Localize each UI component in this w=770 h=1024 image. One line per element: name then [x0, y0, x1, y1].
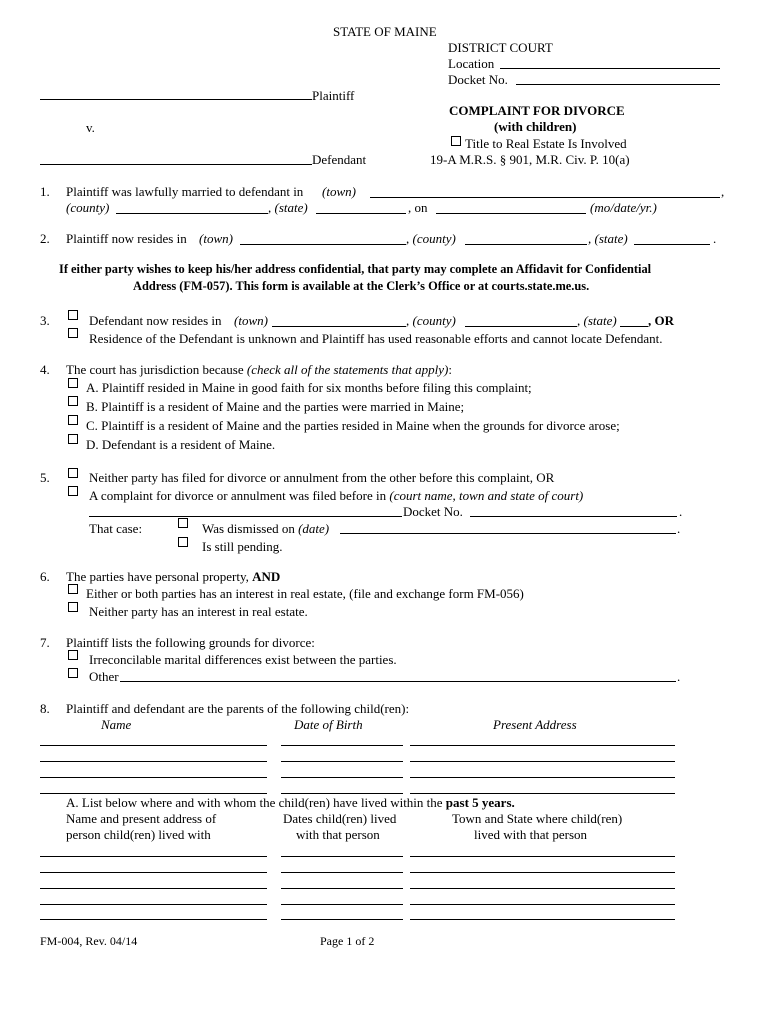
child-address-field[interactable] — [410, 761, 675, 762]
s4-c-checkbox[interactable] — [68, 415, 78, 425]
page-number: Page 1 of 2 — [320, 934, 375, 948]
s3-town-field[interactable] — [272, 326, 406, 327]
s8a-col1-line1: Name and present address of — [66, 811, 217, 826]
s4-b-label: B. Plaintiff is a resident of Maine and the parties were married in Maine; — [86, 399, 465, 414]
item-number: 7. — [40, 635, 50, 650]
residence-dates-field[interactable] — [281, 919, 403, 920]
residence-location-field[interactable] — [410, 888, 675, 889]
residence-dates-field[interactable] — [281, 872, 403, 873]
s3-county-label: , (county) — [406, 313, 456, 328]
s5-pending-label: Is still pending. — [202, 539, 283, 554]
s4-d-checkbox[interactable] — [68, 434, 78, 444]
confidential-notice-line2: Address (FM-057). This form is available at the Clerk’s Office or at courts.state.me.us. — [133, 279, 590, 293]
real-estate-label: Title to Real Estate Is Involved — [465, 136, 627, 151]
s1-text: Plaintiff was lawfully married to defendant in — [66, 184, 304, 199]
real-estate-checkbox[interactable] — [451, 136, 461, 146]
residence-location-field[interactable] — [410, 919, 675, 920]
confidential-notice-line1: If either party wishes to keep his/her address confidential, that party may complete an Affidavit for Confidential — [59, 262, 652, 276]
child-dob-field[interactable] — [281, 745, 403, 746]
form-id: FM-004, Rev. 04/14 — [40, 934, 138, 948]
residence-location-field[interactable] — [410, 872, 675, 873]
s8-intro: Plaintiff and defendant are the parents of the following child(ren): — [66, 701, 410, 716]
child-address-field[interactable] — [410, 793, 675, 794]
s2-state-field[interactable] — [634, 244, 710, 245]
item-number: 8. — [40, 701, 50, 716]
s4-d-label: D. Defendant is a resident of Maine. — [86, 437, 276, 452]
s6-intro: The parties have personal property, AND — [66, 569, 281, 584]
residence-person-field[interactable] — [40, 904, 267, 905]
s7-other-checkbox[interactable] — [68, 668, 78, 678]
s5-docket-period: . — [679, 504, 683, 519]
s8a-col2-line2: with that person — [296, 827, 380, 842]
s3-town-label: (town) — [234, 313, 268, 328]
court-name: DISTRICT COURT — [448, 40, 553, 55]
item-number: 6. — [40, 569, 50, 584]
complaint-subtitle: (with children) — [494, 119, 577, 134]
item-number: 2. — [40, 231, 50, 246]
s5-option2-label: A complaint for divorce or annulment was filed before in (court name, town and state of court) — [89, 488, 584, 503]
s5-option2-checkbox[interactable] — [68, 486, 78, 496]
s4-a-label: A. Plaintiff resided in Maine in good faith for six months before filing this complaint; — [86, 380, 532, 395]
child-dob-field[interactable] — [281, 777, 403, 778]
s6-option2-label: Neither party has an interest in real estate. — [89, 604, 308, 619]
residence-person-field[interactable] — [40, 919, 267, 920]
s5-court-field[interactable] — [89, 516, 402, 517]
s8-col-name: Name — [101, 717, 132, 732]
item-number: 3. — [40, 313, 50, 328]
s1-town-label: (town) — [322, 184, 356, 199]
s8-col-dob: Date of Birth — [294, 717, 363, 732]
s1-county-label: (county) — [66, 200, 110, 215]
s5-pending-checkbox[interactable] — [178, 537, 188, 547]
s1-town-field[interactable] — [370, 197, 720, 198]
residence-location-field[interactable] — [410, 856, 675, 857]
s8a-intro: A. List below where and with whom the child(ren) have lived within the past 5 years. — [66, 795, 515, 810]
residence-dates-field[interactable] — [281, 904, 403, 905]
residence-person-field[interactable] — [40, 856, 267, 857]
residence-dates-field[interactable] — [281, 856, 403, 857]
s3-state-label: , (state) — [577, 313, 617, 328]
s2-town-label: (town) — [199, 231, 233, 246]
s5-dismissed-date-field[interactable] — [340, 533, 676, 534]
docket-field[interactable] — [516, 84, 720, 85]
child-dob-field[interactable] — [281, 793, 403, 794]
item-number: 1. — [40, 184, 50, 199]
s8a-col3-line2: lived with that person — [474, 827, 588, 842]
s8a-col3-line1: Town and State where child(ren) — [452, 811, 623, 826]
residence-dates-field[interactable] — [281, 888, 403, 889]
s3-or-label: , OR — [648, 313, 674, 328]
s1-on-label: , on — [408, 200, 428, 215]
versus-label: v. — [86, 120, 95, 135]
s8a-col2-line1: Dates child(ren) lived — [283, 811, 397, 826]
s3-option2-checkbox[interactable] — [68, 328, 78, 338]
state-heading: STATE OF MAINE — [333, 24, 437, 39]
s4-b-checkbox[interactable] — [68, 396, 78, 406]
s2-state-label: , (state) — [588, 231, 628, 246]
plaintiff-name-field[interactable] — [40, 99, 312, 100]
s7-irreconcilable-label: Irreconcilable marital differences exist between the parties. — [89, 652, 397, 667]
s5-option1-checkbox[interactable] — [68, 468, 78, 478]
residence-person-field[interactable] — [40, 888, 267, 889]
child-name-field[interactable] — [40, 761, 267, 762]
s6-option1-checkbox[interactable] — [68, 584, 78, 594]
s7-other-label: Other — [89, 669, 119, 684]
s4-c-label: C. Plaintiff is a resident of Maine and the parties resided in Maine when the grounds for divorce arose; — [86, 418, 620, 433]
defendant-name-field[interactable] — [40, 164, 312, 165]
s5-dismissed-label: Was dismissed on (date) — [202, 521, 330, 536]
s5-dismissed-checkbox[interactable] — [178, 518, 188, 528]
residence-person-field[interactable] — [40, 872, 267, 873]
statute-citation: 19-A M.R.S. § 901, M.R. Civ. P. 10(a) — [430, 152, 630, 167]
child-address-field[interactable] — [410, 745, 675, 746]
s1-date-field[interactable] — [436, 213, 586, 214]
s4-intro: The court has jurisdiction because (check all of the statements that apply): — [66, 362, 452, 377]
child-name-field[interactable] — [40, 793, 267, 794]
plaintiff-label: Plaintiff — [312, 88, 355, 103]
complaint-title: COMPLAINT FOR DIVORCE — [449, 103, 625, 118]
item-number: 4. — [40, 362, 50, 377]
child-dob-field[interactable] — [281, 761, 403, 762]
s3-option1-checkbox[interactable] — [68, 310, 78, 320]
s7-intro: Plaintiff lists the following grounds for divorce: — [66, 635, 315, 650]
s6-option1-label: Either or both parties has an interest in real estate, (file and exchange form FM-056) — [86, 586, 524, 601]
s8a-col1-line2: person child(ren) lived with — [66, 827, 211, 842]
s2-period: . — [713, 231, 717, 246]
s3-option2-label: Residence of the Defendant is unknown and Plaintiff has used reasonable efforts and cannot locate Defendant. — [89, 331, 663, 346]
s2-town-field[interactable] — [240, 244, 406, 245]
s5-dismissed-period: . — [677, 521, 681, 536]
s4-a-checkbox[interactable] — [68, 378, 78, 388]
s1-date-label: (mo/date/yr.) — [590, 200, 657, 215]
s7-other-field[interactable] — [120, 681, 676, 682]
s8-col-address: Present Address — [493, 717, 577, 732]
child-name-field[interactable] — [40, 777, 267, 778]
s5-option1-label: Neither party has filed for divorce or annulment from the other before this complaint, OR — [89, 470, 555, 485]
s1-county-field[interactable] — [116, 213, 268, 214]
s2-county-label: , (county) — [406, 231, 456, 246]
s3-state-field[interactable] — [620, 326, 648, 327]
s2-county-field[interactable] — [465, 244, 587, 245]
s5-docket-label: Docket No. — [403, 504, 463, 519]
child-name-field[interactable] — [40, 745, 267, 746]
s1-comma: , — [721, 184, 725, 199]
s5-that-case-label: That case: — [89, 521, 143, 536]
s6-option2-checkbox[interactable] — [68, 602, 78, 612]
item-number: 5. — [40, 470, 50, 485]
s1-state-field[interactable] — [316, 213, 406, 214]
s2-text: Plaintiff now resides in — [66, 231, 187, 246]
location-field[interactable] — [500, 68, 720, 69]
child-address-field[interactable] — [410, 777, 675, 778]
s7-other-period: . — [677, 669, 681, 684]
s3-option1-label: Defendant now resides in — [89, 313, 222, 328]
defendant-label: Defendant — [312, 152, 367, 167]
residence-location-field[interactable] — [410, 904, 675, 905]
s1-state-label: , (state) — [268, 200, 308, 215]
location-label: Location — [448, 56, 495, 71]
s7-irreconcilable-checkbox[interactable] — [68, 650, 78, 660]
docket-label: Docket No. — [448, 72, 508, 87]
s5-docket-field[interactable] — [470, 516, 677, 517]
s3-county-field[interactable] — [465, 326, 577, 327]
